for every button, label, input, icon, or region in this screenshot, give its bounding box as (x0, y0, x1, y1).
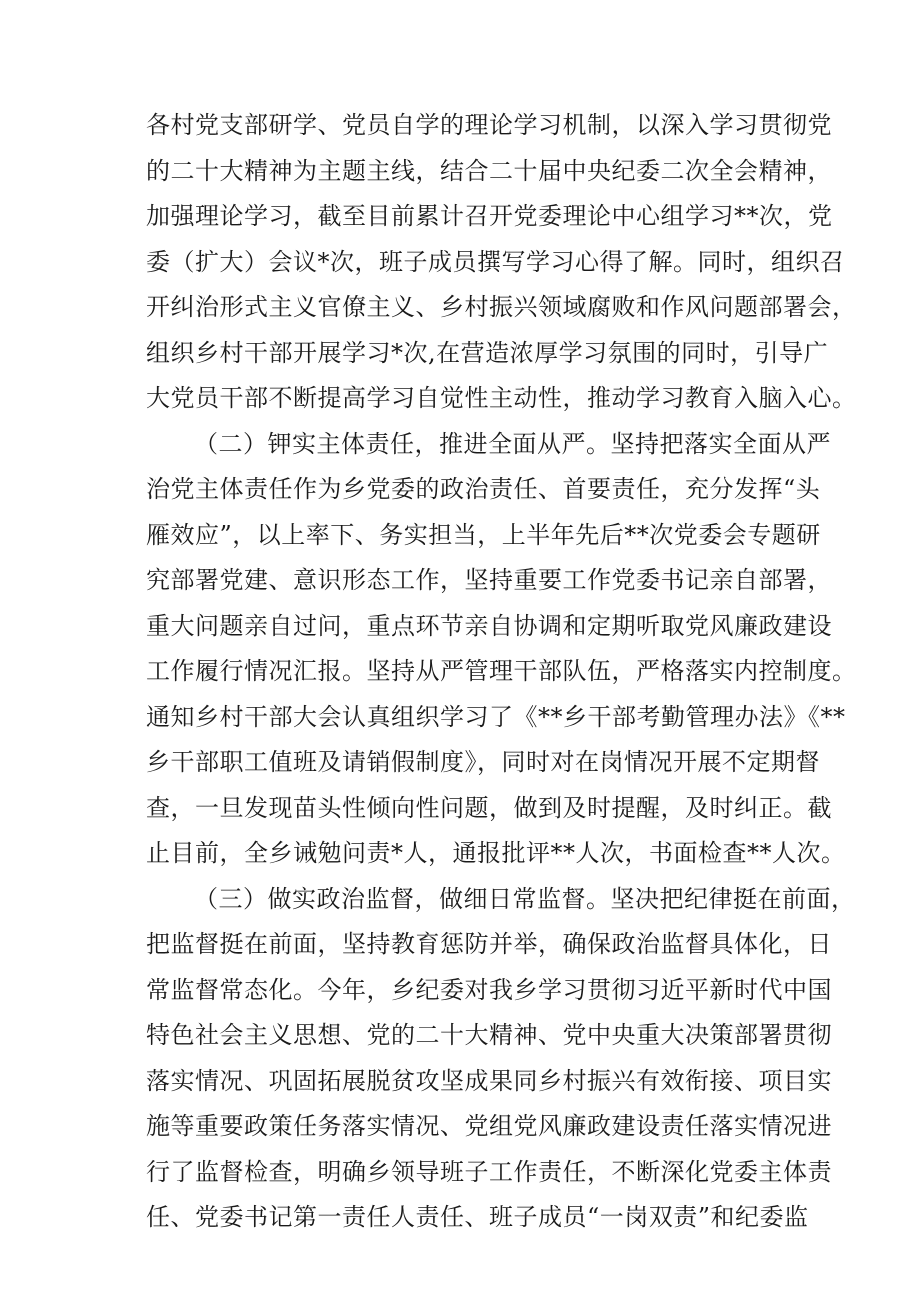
text-line: 施等重要政策任务落实情况、党组党风廉政建设责任落实情况进 (146, 1112, 832, 1140)
text-line: 加强理论学习，截至目前累计召开党委理论中心组学习**次，党 (146, 202, 833, 230)
text-line: 乡干部职工值班及请销假制度》，同时对在岗情况开展不定期督 (146, 748, 820, 776)
text-line: 治党主体责任作为乡党委的政治责任、首要责任，充分发挥“头 (146, 475, 821, 503)
body-text (146, 103, 857, 1241)
text-line: 各村党支部研学、党员自学的理论学习机制，以深入学习贯彻党 (146, 111, 832, 139)
section-heading-line: （二）钾实主体责任，推进全面从严。坚持把落实全面从严 (194, 429, 831, 458)
text-line: 止目前，全乡诫勉问责*人，通报批评**人次，书面检查**人次。 (146, 839, 846, 867)
text-line: 任、党委书记第一责任人责任、班子成员“一岗双责”和纪委监 (146, 1203, 809, 1231)
text-line: 工作履行情况汇报。坚持从严管理干部队伍，严格落实内控制度。 (146, 657, 857, 685)
text-line: 的二十大精神为主题主线，结合二十届中央纪委二次全会精神， (146, 156, 832, 185)
text-line: 开纠治形式主义官僚主义、乡村振兴领域腐败和作风问题部署会， (146, 293, 857, 321)
text-line: 雁效应”，以上率下、务实担当，上半年先后**次党委会专题研 (146, 520, 821, 549)
text-line: 重大问题亲自过问，重点环节亲自协调和定期听取党风廉政建设 (146, 611, 832, 640)
text-line: 常监督常态化。今年，乡纪委对我乡学习贯彻习近平新时代中国 (146, 975, 832, 1004)
text-line: 把监督挺在前面，坚持教育惩防并举，确保政治监督具体化，日 (146, 930, 832, 958)
text-line: 落实情况、巩固拓展脱贫攻坚成果同乡村振兴有效衔接、项目实 (146, 1066, 832, 1095)
text-line: 大党员干部不断提高学习自觉性主动性，推动学习教育入脑入心。 (146, 384, 857, 412)
text-line: 特色社会主义思想、党的二十大精神、党中央重大决策部署贯彻 (146, 1021, 832, 1049)
section-heading-line: （三）做实政治监督，做细日常监督。坚决把纪律挺在前面， (194, 884, 856, 913)
text-line: 组织乡村干部开展学习*次,在营造浓厚学习氛围的同时，引导广 (146, 338, 829, 367)
text-line: 通知乡村干部大会认真组织学习了《**乡干部考勤管理办法》《** (146, 702, 846, 731)
text-line: 查，一旦发现苗头性倾向性问题，做到及时提醒，及时纠正。截 (146, 793, 832, 822)
text-line: 行了监督检查，明确乡领导班子工作责任，不断深化党委主体责 (146, 1157, 832, 1186)
text-line: 委（扩大）会议*次，班子成员撰写学习心得了解。同时，组织召 (146, 247, 845, 276)
text-line: 究部署党建、意识形态工作，坚持重要工作党委书记亲自部署， (146, 566, 832, 594)
